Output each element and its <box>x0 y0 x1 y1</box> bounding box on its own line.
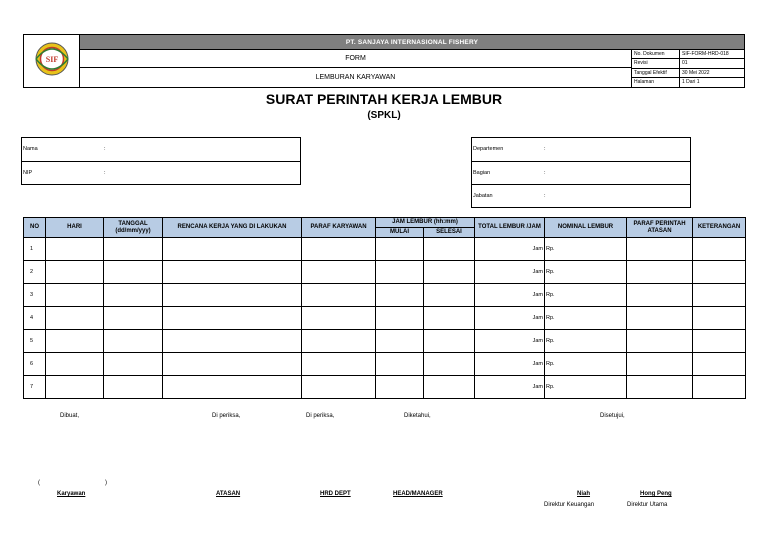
cell-rencana[interactable] <box>163 307 302 330</box>
col-header-rencana: RENCANA KERJA YANG DI LAKUKAN <box>163 218 302 238</box>
cell-paraf-atasan[interactable] <box>627 284 693 307</box>
cell-nominal[interactable]: Rp. <box>545 376 627 399</box>
cell-rencana[interactable] <box>163 330 302 353</box>
cell-no: 5 <box>24 330 46 353</box>
cell-nominal[interactable]: Rp. <box>545 307 627 330</box>
logo-cell <box>24 35 80 87</box>
cell-total[interactable]: Jam <box>475 376 545 399</box>
employee-info-box <box>21 137 301 185</box>
form-label: FORM <box>80 50 632 68</box>
cell-mulai[interactable] <box>376 261 424 284</box>
cell-keterangan[interactable] <box>693 284 746 307</box>
cell-mulai[interactable] <box>376 330 424 353</box>
cell-nominal[interactable]: Rp. <box>545 238 627 261</box>
cell-hari[interactable] <box>46 238 104 261</box>
sig-head-manager: HEAD/MANAGER <box>393 491 443 497</box>
company-name: PT. SANJAYA INTERNASIONAL FISHERY <box>80 35 744 50</box>
meta-row <box>632 59 744 68</box>
table-row <box>24 307 746 330</box>
info-separator: : <box>544 169 546 176</box>
sig-close-paren: ) <box>105 480 107 486</box>
cell-nominal[interactable]: Rp. <box>545 261 627 284</box>
cell-paraf-karyawan[interactable] <box>302 284 376 307</box>
sig-disetujui: Disetujui, <box>600 413 625 419</box>
info-separator: : <box>544 193 546 199</box>
cell-hari[interactable] <box>46 353 104 376</box>
cell-paraf-karyawan[interactable] <box>302 376 376 399</box>
cell-hari[interactable] <box>46 330 104 353</box>
sig-direktur-utama: Direktur Utama <box>627 502 668 508</box>
table-row <box>24 330 746 353</box>
cell-selesai[interactable] <box>424 353 475 376</box>
col-header-total: TOTAL LEMBUR /JAM <box>475 218 545 238</box>
cell-rencana[interactable] <box>163 376 302 399</box>
cell-paraf-atasan[interactable] <box>627 376 693 399</box>
col-header-paraf-atasan: PARAF PERINTAH ATASAN <box>627 218 693 238</box>
sig-diperiksa-atasan: Di periksa, <box>212 413 241 419</box>
cell-keterangan[interactable] <box>693 353 746 376</box>
cell-total[interactable]: Jam <box>475 307 545 330</box>
cell-mulai[interactable] <box>376 376 424 399</box>
info-row-departemen[interactable] <box>472 138 690 162</box>
cell-keterangan[interactable] <box>693 238 746 261</box>
sig-hong-peng: Hong Peng <box>640 491 672 497</box>
cell-selesai[interactable] <box>424 284 475 307</box>
cell-nominal[interactable]: Rp. <box>545 330 627 353</box>
sig-karyawan: Karyawan <box>57 491 86 497</box>
cell-rencana[interactable] <box>163 261 302 284</box>
cell-mulai[interactable] <box>376 307 424 330</box>
info-separator: : <box>544 146 546 152</box>
cell-keterangan[interactable] <box>693 307 746 330</box>
cell-paraf-karyawan[interactable] <box>302 353 376 376</box>
table-row <box>24 261 746 284</box>
cell-tanggal[interactable] <box>104 307 163 330</box>
cell-hari[interactable] <box>46 261 104 284</box>
info-row-nip[interactable] <box>22 162 300 186</box>
cell-tanggal[interactable] <box>104 353 163 376</box>
meta-value: 01 <box>682 60 688 67</box>
cell-tanggal[interactable] <box>104 238 163 261</box>
document-header <box>23 34 745 88</box>
overtime-table <box>23 217 746 399</box>
document-meta <box>632 50 744 87</box>
logo-text: SIF <box>45 55 59 64</box>
info-label: NIP <box>23 169 33 176</box>
col-header-keterangan: KETERANGAN <box>693 218 746 238</box>
cell-hari[interactable] <box>46 284 104 307</box>
page-subtitle: (SPKL) <box>367 110 401 121</box>
col-header-mulai: MULAI <box>376 228 424 238</box>
cell-nominal[interactable]: Rp. <box>545 353 627 376</box>
cell-total[interactable]: Jam <box>475 353 545 376</box>
col-header-no: NO <box>24 218 46 238</box>
meta-key: Revisi <box>632 59 680 67</box>
form-name: LEMBURAN KARYAWAN <box>80 68 632 87</box>
cell-selesai[interactable] <box>424 238 475 261</box>
meta-value: 1 Dari 1 <box>682 78 700 85</box>
meta-value: 30 Mei 2022 <box>682 69 710 76</box>
meta-key: No. Dokumen <box>632 50 680 58</box>
cell-paraf-atasan[interactable] <box>627 330 693 353</box>
cell-paraf-karyawan[interactable] <box>302 330 376 353</box>
col-header-tanggal: TANGGAL (dd/mm/yyy) <box>104 218 163 238</box>
meta-row <box>632 69 744 78</box>
info-label: Jabatan <box>473 193 493 199</box>
meta-value: SIF-FORM-HRD-018 <box>682 51 729 57</box>
cell-rencana[interactable] <box>163 284 302 307</box>
col-header-paraf-karyawan: PARAF KARYAWAN <box>302 218 376 238</box>
cell-no: 7 <box>24 376 46 399</box>
cell-mulai[interactable] <box>376 284 424 307</box>
col-header-selesai: SELESAI <box>424 228 475 238</box>
table-row <box>24 376 746 399</box>
cell-selesai[interactable] <box>424 376 475 399</box>
cell-nominal[interactable]: Rp. <box>545 284 627 307</box>
cell-no: 3 <box>24 284 46 307</box>
department-info-box <box>471 137 691 208</box>
cell-rencana[interactable] <box>163 353 302 376</box>
meta-row <box>632 50 744 59</box>
cell-tanggal[interactable] <box>104 330 163 353</box>
info-separator: : <box>104 169 106 176</box>
info-row-nama[interactable] <box>22 138 300 162</box>
info-label: Nama <box>23 146 38 152</box>
meta-key: Tanggal Efektif <box>632 69 680 77</box>
cell-hari[interactable] <box>46 376 104 399</box>
info-separator: : <box>104 146 106 152</box>
cell-tanggal[interactable] <box>104 284 163 307</box>
meta-key: Halaman <box>632 78 680 87</box>
company-logo-icon <box>24 35 80 87</box>
cell-rencana[interactable] <box>163 238 302 261</box>
sig-hrd-dept: HRD DEPT <box>320 491 351 497</box>
cell-selesai[interactable] <box>424 307 475 330</box>
table-row <box>24 238 746 261</box>
cell-paraf-karyawan[interactable] <box>302 261 376 284</box>
cell-tanggal[interactable] <box>104 376 163 399</box>
sig-diperiksa-hrd: Di periksa, <box>306 413 335 419</box>
cell-hari[interactable] <box>46 307 104 330</box>
meta-row <box>632 78 744 87</box>
cell-paraf-atasan[interactable] <box>627 261 693 284</box>
cell-paraf-atasan[interactable] <box>627 307 693 330</box>
info-label: Departemen <box>473 146 504 152</box>
sig-diketahui: Diketahui, <box>404 413 431 419</box>
sig-niah: Niah <box>577 491 591 497</box>
page-title: SURAT PERINTAH KERJA LEMBUR <box>265 91 503 107</box>
cell-tanggal[interactable] <box>104 261 163 284</box>
cell-no: 6 <box>24 353 46 376</box>
info-row-jabatan[interactable] <box>472 185 690 209</box>
cell-selesai[interactable] <box>424 261 475 284</box>
cell-total[interactable]: Jam <box>475 330 545 353</box>
cell-paraf-karyawan[interactable] <box>302 307 376 330</box>
cell-mulai[interactable] <box>376 238 424 261</box>
cell-mulai[interactable] <box>376 353 424 376</box>
cell-selesai[interactable] <box>424 330 475 353</box>
sig-direktur-keuangan: Direktur Keuangan <box>544 502 595 508</box>
cell-paraf-karyawan[interactable] <box>302 238 376 261</box>
cell-keterangan[interactable] <box>693 376 746 399</box>
cell-no: 1 <box>24 238 46 261</box>
table-row <box>24 353 746 376</box>
cell-paraf-atasan[interactable] <box>627 353 693 376</box>
sig-dibuat: Dibuat, <box>60 413 80 419</box>
col-header-nominal: NOMINAL LEMBUR <box>545 218 627 238</box>
cell-total[interactable]: Jam <box>475 261 545 284</box>
cell-keterangan[interactable] <box>693 261 746 284</box>
col-header-hari: HARI <box>46 218 104 238</box>
table-row <box>24 284 746 307</box>
sig-open-paren: ( <box>38 480 40 486</box>
sig-atasan: ATASAN <box>216 491 241 497</box>
cell-paraf-atasan[interactable] <box>627 238 693 261</box>
cell-keterangan[interactable] <box>693 330 746 353</box>
cell-no: 4 <box>24 307 46 330</box>
cell-no: 2 <box>24 261 46 284</box>
cell-total[interactable]: Jam <box>475 238 545 261</box>
col-header-jam-lembur: JAM LEMBUR (hh:mm) <box>376 218 475 228</box>
info-row-bagian[interactable] <box>472 162 690 186</box>
info-label: Bagian <box>473 169 491 176</box>
cell-total[interactable]: Jam <box>475 284 545 307</box>
